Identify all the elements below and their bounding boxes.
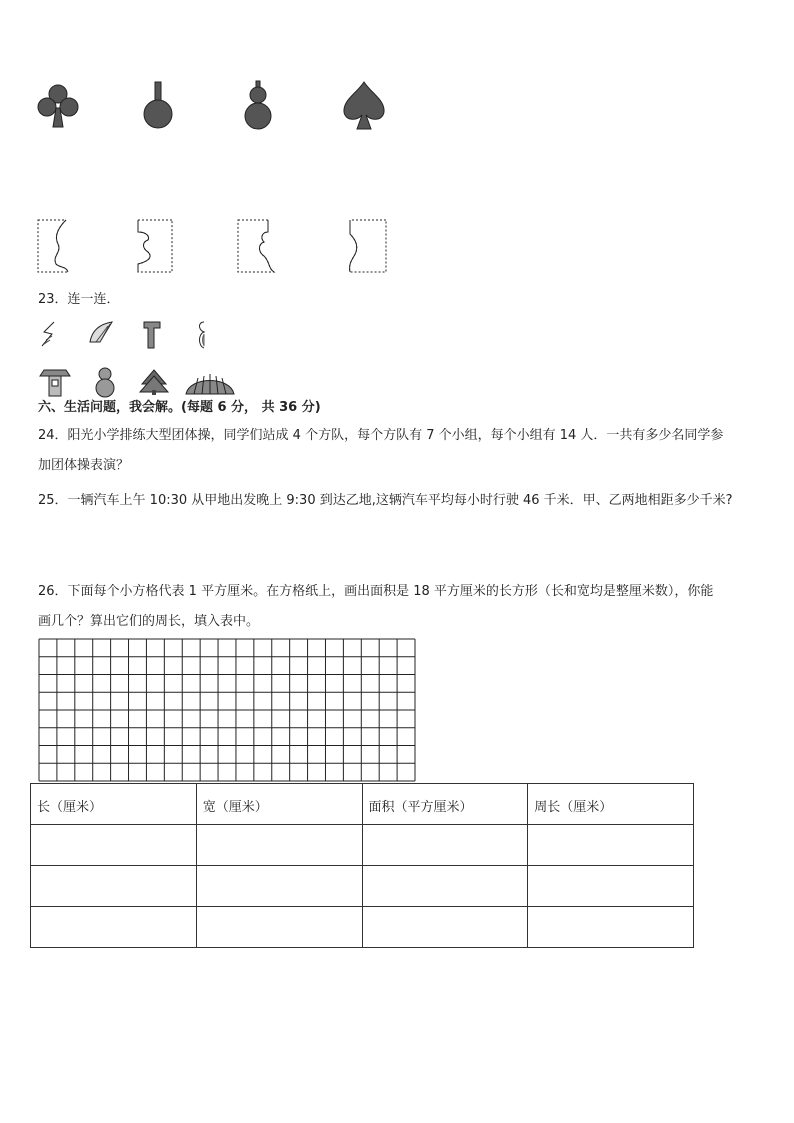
answer-cell[interactable] <box>528 825 694 866</box>
tree-figure <box>138 368 170 396</box>
question-24-line-2: 加团体操表演？ <box>38 458 130 473</box>
table-row <box>31 907 694 948</box>
table-row <box>31 825 694 866</box>
question-23-text: 23．连一连． <box>38 292 120 307</box>
answer-cell[interactable] <box>362 825 528 866</box>
answer-cell[interactable] <box>528 866 694 907</box>
header-width: 宽（厘米） <box>196 784 362 825</box>
table-row <box>31 866 694 907</box>
question-26-line-2: 画几个？算出它们的周长，填入表中。 <box>38 614 260 629</box>
section-6-title: 六、生活问题，我会解。(每题 6 分， 共 36 分) <box>38 400 321 415</box>
header-area: 面积（平方厘米） <box>362 784 528 825</box>
club-shape-figure <box>36 82 80 130</box>
half-gourd-card <box>236 218 280 274</box>
keyhole-shape-figure <box>140 80 176 132</box>
spade-shape-figure <box>340 80 388 132</box>
snowman-half-figure <box>194 320 210 350</box>
answer-table <box>30 783 694 948</box>
answer-cell[interactable] <box>196 866 362 907</box>
answer-cell[interactable] <box>31 866 197 907</box>
mushroom-house-figure <box>38 366 72 398</box>
answer-cell[interactable] <box>196 825 362 866</box>
umbrella-figure <box>184 368 236 396</box>
table-header-row <box>31 784 694 825</box>
snowman-figure <box>94 366 116 398</box>
answer-cell[interactable] <box>196 907 362 948</box>
half-keyhole-card <box>132 218 174 274</box>
square-grid-paper[interactable] <box>38 638 418 782</box>
answer-cell[interactable] <box>528 907 694 948</box>
pillar-half-figure <box>142 320 164 350</box>
header-length: 长（厘米） <box>31 784 197 825</box>
answer-cell[interactable] <box>362 907 528 948</box>
question-24-line-1: 24．阳光小学排练大型团体操，同学们站成 4 个方队，每个方队有 7 个小组，每个小组有 14 人．一共有多少名同学参 <box>38 428 724 443</box>
header-perimeter: 周长（厘米） <box>528 784 694 825</box>
answer-cell[interactable] <box>362 866 528 907</box>
gourd-shape-figure <box>242 80 274 132</box>
zigzag-half-figure <box>38 320 62 350</box>
half-club-card <box>36 218 78 274</box>
question-26-line-1: 26．下面每个小方格代表 1 平方厘米。在方格纸上，画出面积是 18 平方厘米的长方形（长和宽均是整厘米数），你能 <box>38 584 714 599</box>
answer-cell[interactable] <box>31 825 197 866</box>
question-25-line-1: 25．一辆汽车上午 10:30 从甲地出发晚上 9:30 到达乙地,这辆汽车平均每小时行驶 46 千米．甲、乙两地相距多少千米? <box>38 493 733 508</box>
answer-cell[interactable] <box>31 907 197 948</box>
half-spade-card <box>344 218 388 274</box>
umbrella-half-figure <box>86 320 114 346</box>
